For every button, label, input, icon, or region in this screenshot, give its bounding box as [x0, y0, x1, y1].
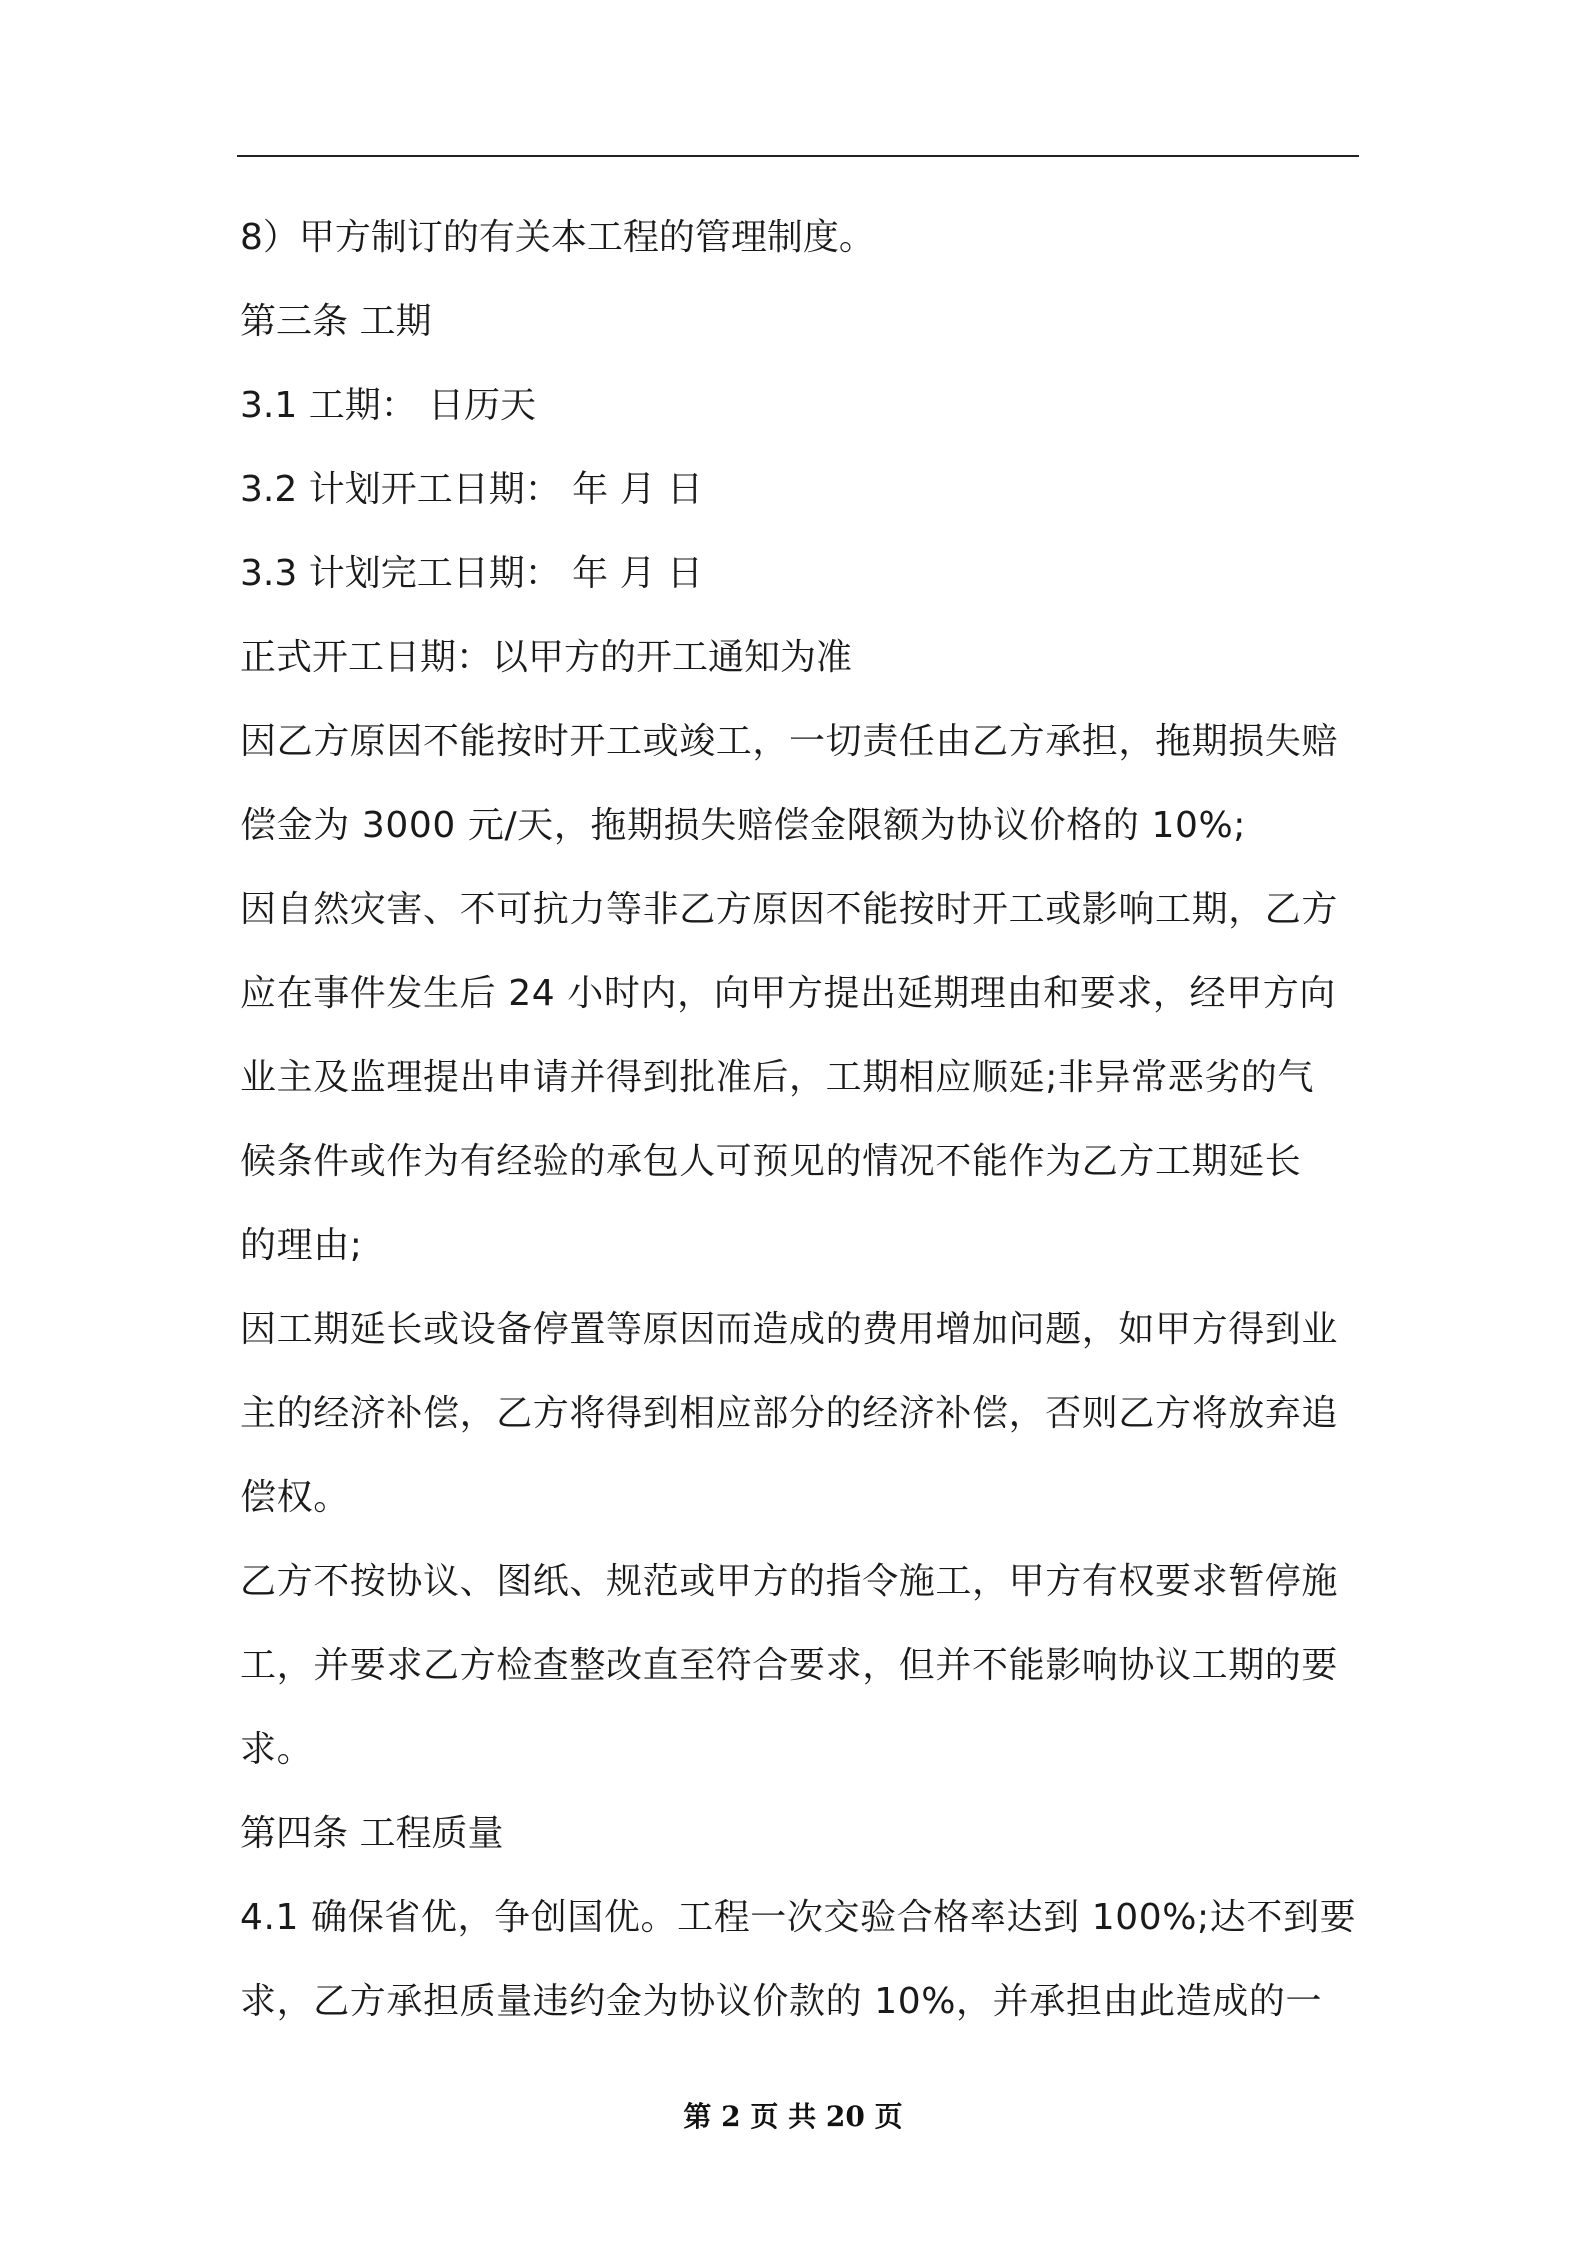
paragraph	[240, 1540, 1360, 1792]
clause-line: 正式开工日期：以甲方的开工通知为准	[240, 637, 853, 678]
paragraph-line: 工，并要求乙方检查整改直至符合要求，但并不能影响协议工期的要	[240, 1645, 1339, 1686]
clause-line: 8）甲方制订的有关本工程的管理制度。	[240, 217, 875, 258]
paragraph-line: 因自然灾害、不可抗力等非乙方原因不能按时开工或影响工期，乙方	[240, 889, 1339, 930]
paragraph-line: 的理由;	[240, 1225, 363, 1266]
document-body	[240, 196, 1360, 2044]
paragraph-line: 4.1 确保省优，争创国优。工程一次交验合格率达到 100%;达不到要	[240, 1897, 1357, 1938]
paragraph	[240, 700, 1360, 868]
paragraph-line: 求，乙方承担质量违约金为协议价款的 10%，并承担由此造成的一	[240, 1981, 1323, 2022]
clause-line: 3.2 计划开工日期： 年 月 日	[240, 469, 704, 510]
paragraph-line: 因工期延长或设备停置等原因而造成的费用增加问题，如甲方得到业	[240, 1309, 1339, 1350]
paragraph-line: 因乙方原因不能按时开工或竣工，一切责任由乙方承担，拖期损失赔	[240, 721, 1339, 762]
paragraph-line: 候条件或作为有经验的承包人可预见的情况不能作为乙方工期延长	[240, 1141, 1302, 1182]
paragraph-line: 业主及监理提出申请并得到批准后，工期相应顺延;非异常恶劣的气	[240, 1057, 1315, 1098]
section-heading: 第三条 工期	[240, 301, 432, 342]
paragraph	[240, 1288, 1360, 1540]
page-number-footer	[0, 2095, 1586, 2135]
paragraph-line: 应在事件发生后 24 小时内，向甲方提出延期理由和要求，经甲方向	[240, 973, 1336, 1014]
header-rule	[237, 155, 1359, 157]
paragraph-line: 主的经济补偿，乙方将得到相应部分的经济补偿，否则乙方将放弃追	[240, 1393, 1339, 1434]
paragraph-line: 偿权。	[240, 1477, 350, 1518]
paragraph	[240, 1876, 1360, 2044]
clause-line: 3.1 工期： 日历天	[240, 385, 537, 426]
paragraph-line: 偿金为 3000 元/天，拖期损失赔偿金限额为协议价格的 10%;	[240, 805, 1247, 846]
page-number-label: 第 2 页 共 20 页	[683, 2100, 903, 2133]
paragraph-line: 乙方不按协议、图纸、规范或甲方的指令施工，甲方有权要求暂停施	[240, 1561, 1339, 1602]
paragraph-line: 求。	[240, 1729, 314, 1770]
paragraph	[240, 868, 1360, 1288]
section-heading: 第四条 工程质量	[240, 1813, 504, 1854]
clause-line: 3.3 计划完工日期： 年 月 日	[240, 553, 704, 594]
